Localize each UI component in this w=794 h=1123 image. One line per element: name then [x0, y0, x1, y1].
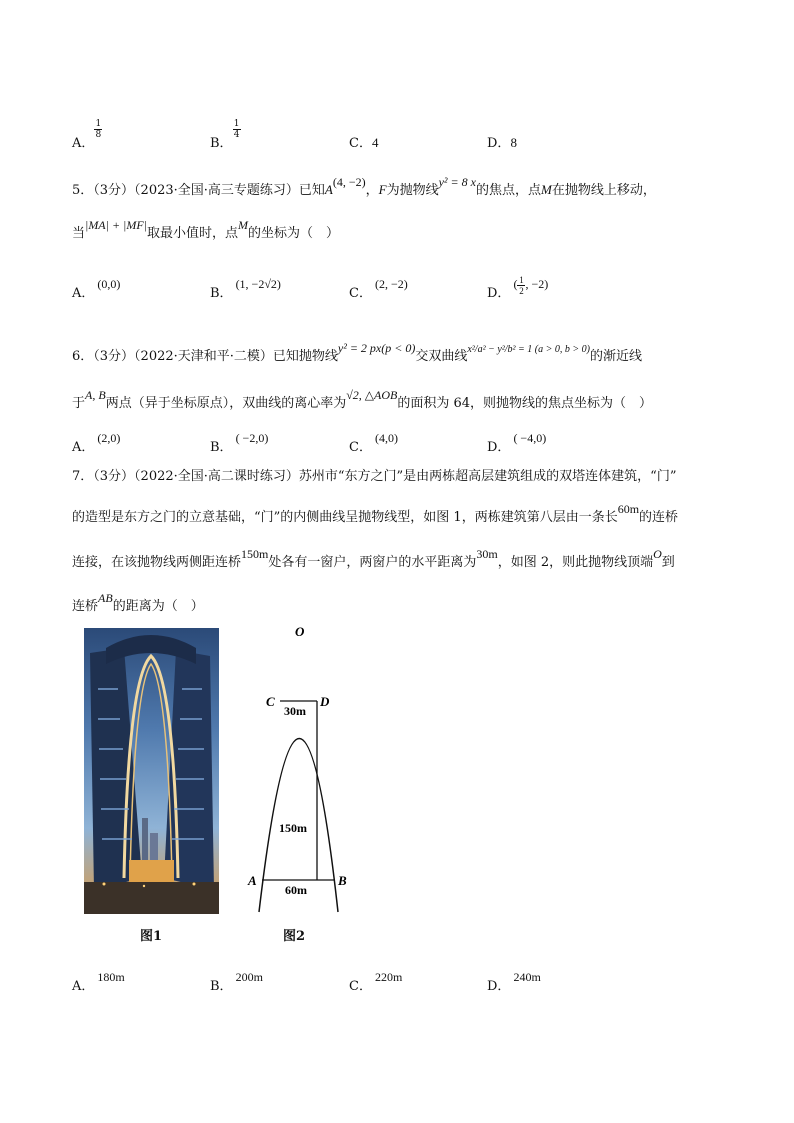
q7-line-2: 的造型是东方之门的立意基础，“门”的内侧曲线呈抛物线型，如图 1，两栋建筑第八层由一条长60m的连桥	[72, 502, 679, 525]
figure-1-caption: 图1	[140, 929, 163, 944]
q5-option-b[interactable]: B．(1, −2√2)	[210, 277, 281, 301]
q4-option-c[interactable]: C．4	[349, 135, 379, 151]
label-30m: 30m	[284, 704, 306, 718]
figure-2-caption: 图2	[283, 929, 306, 944]
label-a: A	[248, 873, 257, 888]
q5-option-c[interactable]: C．(2, −2)	[349, 277, 408, 301]
q7-option-a[interactable]: A．180m	[72, 970, 125, 994]
q4-option-a[interactable]: A． $\frac{1}{8}$	[72, 119, 102, 151]
label-60m: 60m	[285, 883, 307, 897]
q5-option-d-value: ( $\frac{1}{2}$ , −2)	[513, 274, 549, 296]
q5-option-a[interactable]: A．(0,0)	[72, 277, 121, 301]
q6-line-1: 6．（3分）（2022·天津和平·二模）已知抛物线y² = 2 px(p < 0)交双曲线$^{x^2/a^2 - y^2/b^2 = 1 (a > 0, b > 0)}$的渐近线	[72, 341, 642, 364]
q6-line-2: 于A, B两点（异于坐标原点），双曲线的离心率为√2, △AOB的面积为 64，则抛物线的焦点坐标为（ ）	[72, 388, 653, 411]
q4-option-b[interactable]: B． $\frac{1}{4}$	[210, 119, 240, 151]
gate-building-illustration	[84, 628, 219, 914]
q4-option-a-fraction: $\frac{1}{8}$	[95, 119, 102, 140]
figure-2-diagram	[245, 622, 360, 916]
q7-line-3: 连接，在该抛物线两侧距连桥150m处各有一窗户，两窗户的水平距离为30m，如图 2，则此抛物线顶端O到	[72, 547, 675, 570]
q6-option-c[interactable]: C．(4,0)	[349, 431, 398, 455]
q6-option-a[interactable]: A．(2,0)	[72, 431, 121, 455]
q5-option-d[interactable]: D．( $\frac{1}{2}$ , −2)	[487, 274, 549, 301]
label-d: D	[320, 694, 330, 709]
q7-option-b[interactable]: B．200m	[210, 970, 263, 994]
q7-option-d[interactable]: D．240m	[487, 970, 541, 994]
label-150m: 150m	[279, 821, 307, 835]
q5-line-2: 当|MA| + |MF|取最小值时，点M的坐标为（ ）	[72, 218, 339, 241]
q6-option-d[interactable]: D．( −4,0)	[487, 431, 547, 455]
q4-option-b-fraction: $\frac{1}{4}$	[233, 119, 240, 140]
label-o: O	[295, 624, 305, 639]
q6-option-b[interactable]: B．( −2,0)	[210, 431, 269, 455]
q7-line-4: 连桥AB的距离为（ ）	[72, 591, 204, 614]
figure-1-photo	[84, 628, 219, 914]
q7-line-1: 7．（3分）（2022·全国·高二课时练习）苏州市“东方之门”是由两栋超高层建筑组成的双塔连体建筑，“门”	[72, 469, 677, 484]
q7-option-c[interactable]: C．220m	[349, 970, 403, 994]
label-b: B	[338, 873, 347, 888]
q4-option-d[interactable]: D．8	[487, 135, 517, 151]
q5-line-1: 5．（3分）（2023·全国·高三专题练习）已知A(4, −2)，F为抛物线y² = 8 x的焦点，点M在抛物线上移动，	[72, 175, 656, 198]
label-c: C	[266, 694, 275, 709]
